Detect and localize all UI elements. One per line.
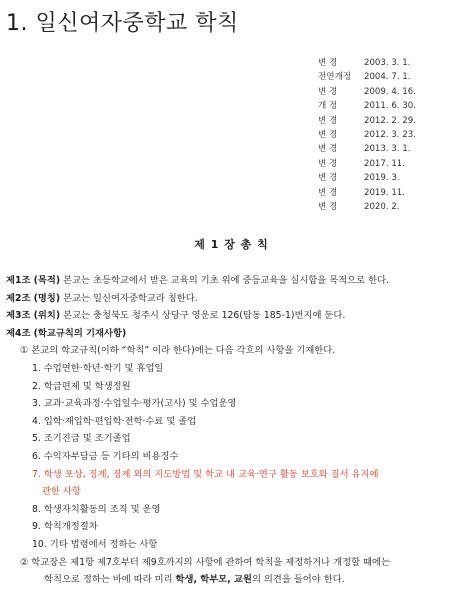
list-item: 3. 교과·교육과정·수업일수·평가(고사) 및 수업운영 [32,398,237,410]
revision-label: 변 경 [318,144,338,155]
list-item: 5. 조기진급 및 조기졸업 [32,433,131,445]
revision-date: 2012. 3. 23. [364,130,416,141]
revision-date: 2003. 3. 1. [364,58,411,68]
revision-date: 2019. 11. [364,187,406,198]
revision-row [318,200,458,214]
list-item-highlighted: 7. 학생 포상, 징계, 징계 외의 지도방법 및 학교 내 교육·연구 활동 보호와 질서 유지에 [32,468,379,480]
revision-row [318,142,458,156]
revision-label: 개 정 [318,101,338,112]
article-1 [6,272,458,290]
list-item: 6. 수익자부담금 등 기타의 비용징수 [32,450,179,462]
paragraph-2-continuation [6,571,458,589]
list-item: 9. 학칙개정절차 [32,521,98,533]
revision-row [318,99,458,113]
revision-label: 변 경 [318,173,338,184]
article-text: 본교는 충청북도 청주시 상당구 영운로 126(탑동 185-1)번지에 둔다. [60,310,346,322]
article-heading: 제2조 (명칭) [6,292,61,304]
chapter-heading: 제 1 장 총 칙 [194,238,269,251]
revision-label: 전연개정 [318,72,352,83]
revision-label: 변 경 [318,158,338,169]
revision-date: 2004. 7. 1. [364,72,411,83]
revision-label: 변 경 [318,58,338,68]
article-4 [6,325,458,343]
revision-row [318,56,458,70]
revision-row [318,114,458,128]
revision-date: 2012. 2. 29. [364,115,416,126]
paragraph-2: ② 학교장은 제1항 제7호부터 제9호까지의 사항에 관하여 학칙을 제정하거나 개정할 때에는 [20,556,390,568]
revision-row [318,128,458,142]
revision-date: 2009. 4. 16. [364,86,416,97]
list-item-highlighted-continuation: 관한 사항 [42,486,81,498]
list-item: 1. 수업연한·학년·학기 및 휴업일 [32,362,164,374]
revision-row [318,186,458,200]
article-heading: 제4조 (학교규칙의 기재사항) [6,327,127,339]
revision-date: 2020. 2. [364,202,400,213]
article-3 [6,307,458,325]
list-item: 10. 기타 법령에서 정하는 사항 [32,538,158,550]
document-title: 1. 일신여자중학교 학칙 [6,11,239,36]
list-item: 2. 학급편제 및 학생정원 [32,380,131,392]
revision-row [318,85,458,99]
revision-date: 2011. 6. 30. [364,101,416,112]
article-2 [6,290,458,308]
revision-date: 2019. 3. [364,173,400,184]
revision-label: 변 경 [318,202,338,213]
revision-label: 변 경 [318,130,338,141]
article-text: 본교는 초등학교에서 받은 교육의 기초 위에 중등교육을 실시함을 목적으로 한다. [60,275,390,286]
article-text: 본교는 일신여자중학교라 칭한다. [60,292,198,304]
revision-row [318,70,458,84]
list-item: 8. 학생자치활동의 조직 및 운영 [32,503,161,515]
article-heading: 제1조 (목적) [6,275,61,286]
revision-row [318,171,458,185]
revision-label: 변 경 [318,86,338,97]
paragraph-1: ① 본교의 학교규칙(이하 “학칙” 이라 한다)에는 다음 각호의 사항을 기재한다. [20,345,336,357]
revision-label: 변 경 [318,187,338,198]
articles-body [6,272,458,589]
article-heading: 제3조 (위치) [6,310,61,322]
emphasized-text: 학생, 학부모, 교원 [175,574,252,586]
revision-date: 2013. 3. 1. [364,144,411,155]
revision-date: 2017. 11. [364,158,406,169]
paragraph-text: 의 의견을 들어야 한다. [251,574,345,586]
revision-row [318,157,458,171]
revision-history [318,56,458,214]
paragraph-text: 학칙으로 정하는 바에 따라 미리 [44,574,176,586]
list-item: 4. 입학·재입학·편입학·전학·수료 및 졸업 [32,415,197,427]
revision-label: 변 경 [318,115,338,126]
